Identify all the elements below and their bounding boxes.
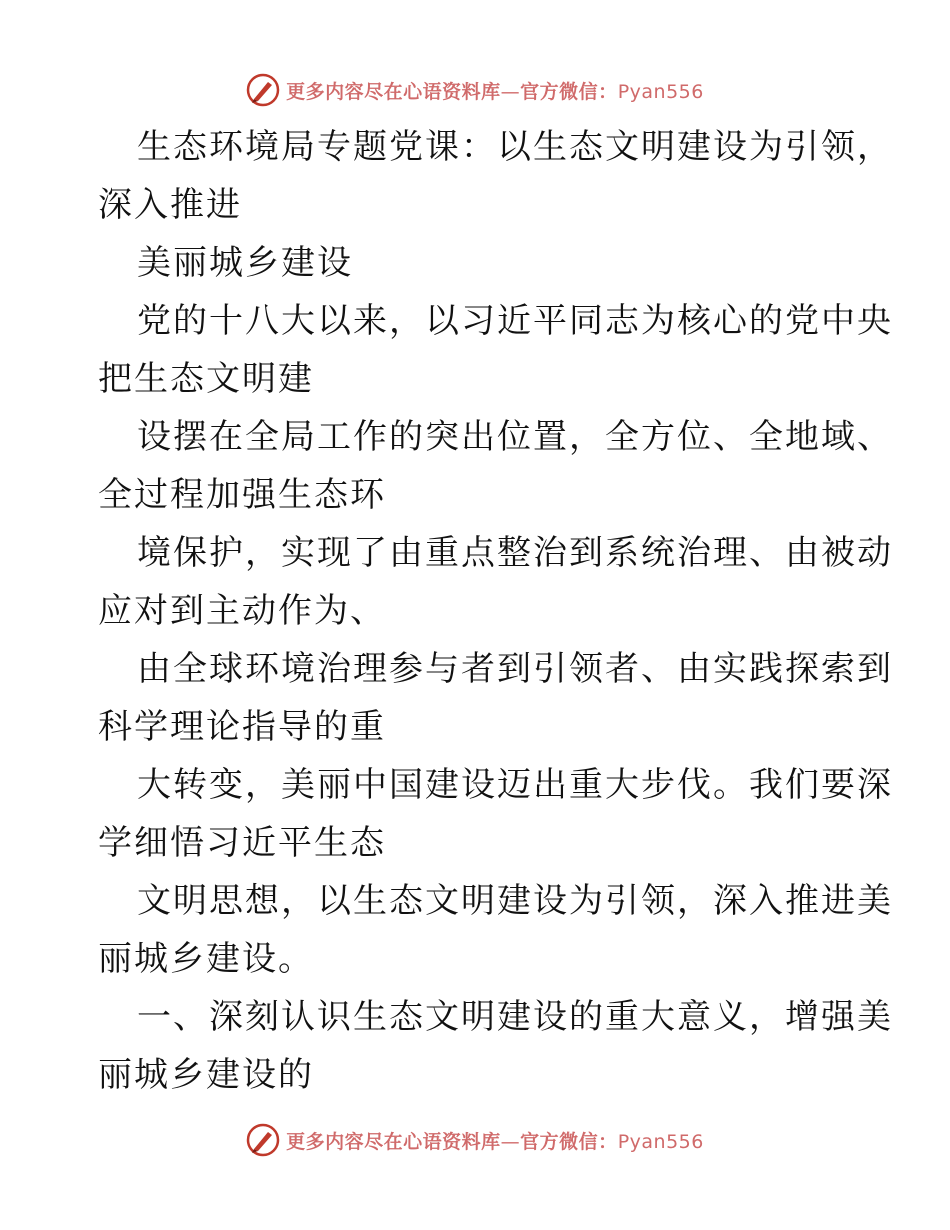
document-body [98, 118, 893, 1104]
doc-line: 全过程加强生态环 [98, 475, 386, 515]
watermark-text [286, 1127, 704, 1154]
pen-logo-icon [246, 1123, 280, 1157]
header-watermark [0, 70, 950, 110]
watermark-separator: — [500, 80, 521, 103]
doc-line: 把生态文明建 [98, 359, 314, 399]
doc-line: 科学理论指导的重 [98, 707, 386, 747]
doc-line: 由全球环境治理参与者到引领者、由实践探索到 [137, 649, 893, 689]
doc-line: 深入推进 [98, 185, 242, 225]
doc-line: 党的十八大以来，以习近平同志为核心的党中央 [137, 301, 893, 341]
watermark-separator: — [500, 1130, 521, 1153]
doc-line: 学细悟习近平生态 [98, 823, 386, 863]
doc-line: 文明思想，以生态文明建设为引领，深入推进美 [137, 881, 893, 921]
doc-line: 丽城乡建设。 [98, 939, 314, 979]
watermark-wechat-id: Pyan556 [617, 1130, 704, 1153]
watermark-wechat-label: 官方微信： [520, 1130, 618, 1153]
watermark-wechat-label: 官方微信： [520, 80, 618, 103]
pen-logo-icon [246, 73, 280, 107]
watermark-site: 更多内容尽在心语资料库 [286, 1130, 501, 1153]
watermark-site: 更多内容尽在心语资料库 [286, 80, 501, 103]
doc-line: 一、深刻认识生态文明建设的重大意义，增强美 [137, 997, 893, 1037]
doc-line: 境保护，实现了由重点整治到系统治理、由被动 [137, 533, 893, 573]
watermark-text [286, 77, 704, 104]
watermark-wechat-id: Pyan556 [617, 80, 704, 103]
doc-line: 应对到主动作为、 [98, 591, 386, 631]
doc-line: 美丽城乡建设 [137, 243, 353, 283]
doc-line: 生态环境局专题党课：以生态文明建设为引领， [137, 127, 893, 167]
doc-line: 设摆在全局工作的突出位置，全方位、全地域、 [137, 417, 893, 457]
doc-line: 大转变，美丽中国建设迈出重大步伐。我们要深 [137, 765, 893, 805]
footer-watermark [0, 1120, 950, 1160]
doc-line: 丽城乡建设的 [98, 1055, 314, 1095]
